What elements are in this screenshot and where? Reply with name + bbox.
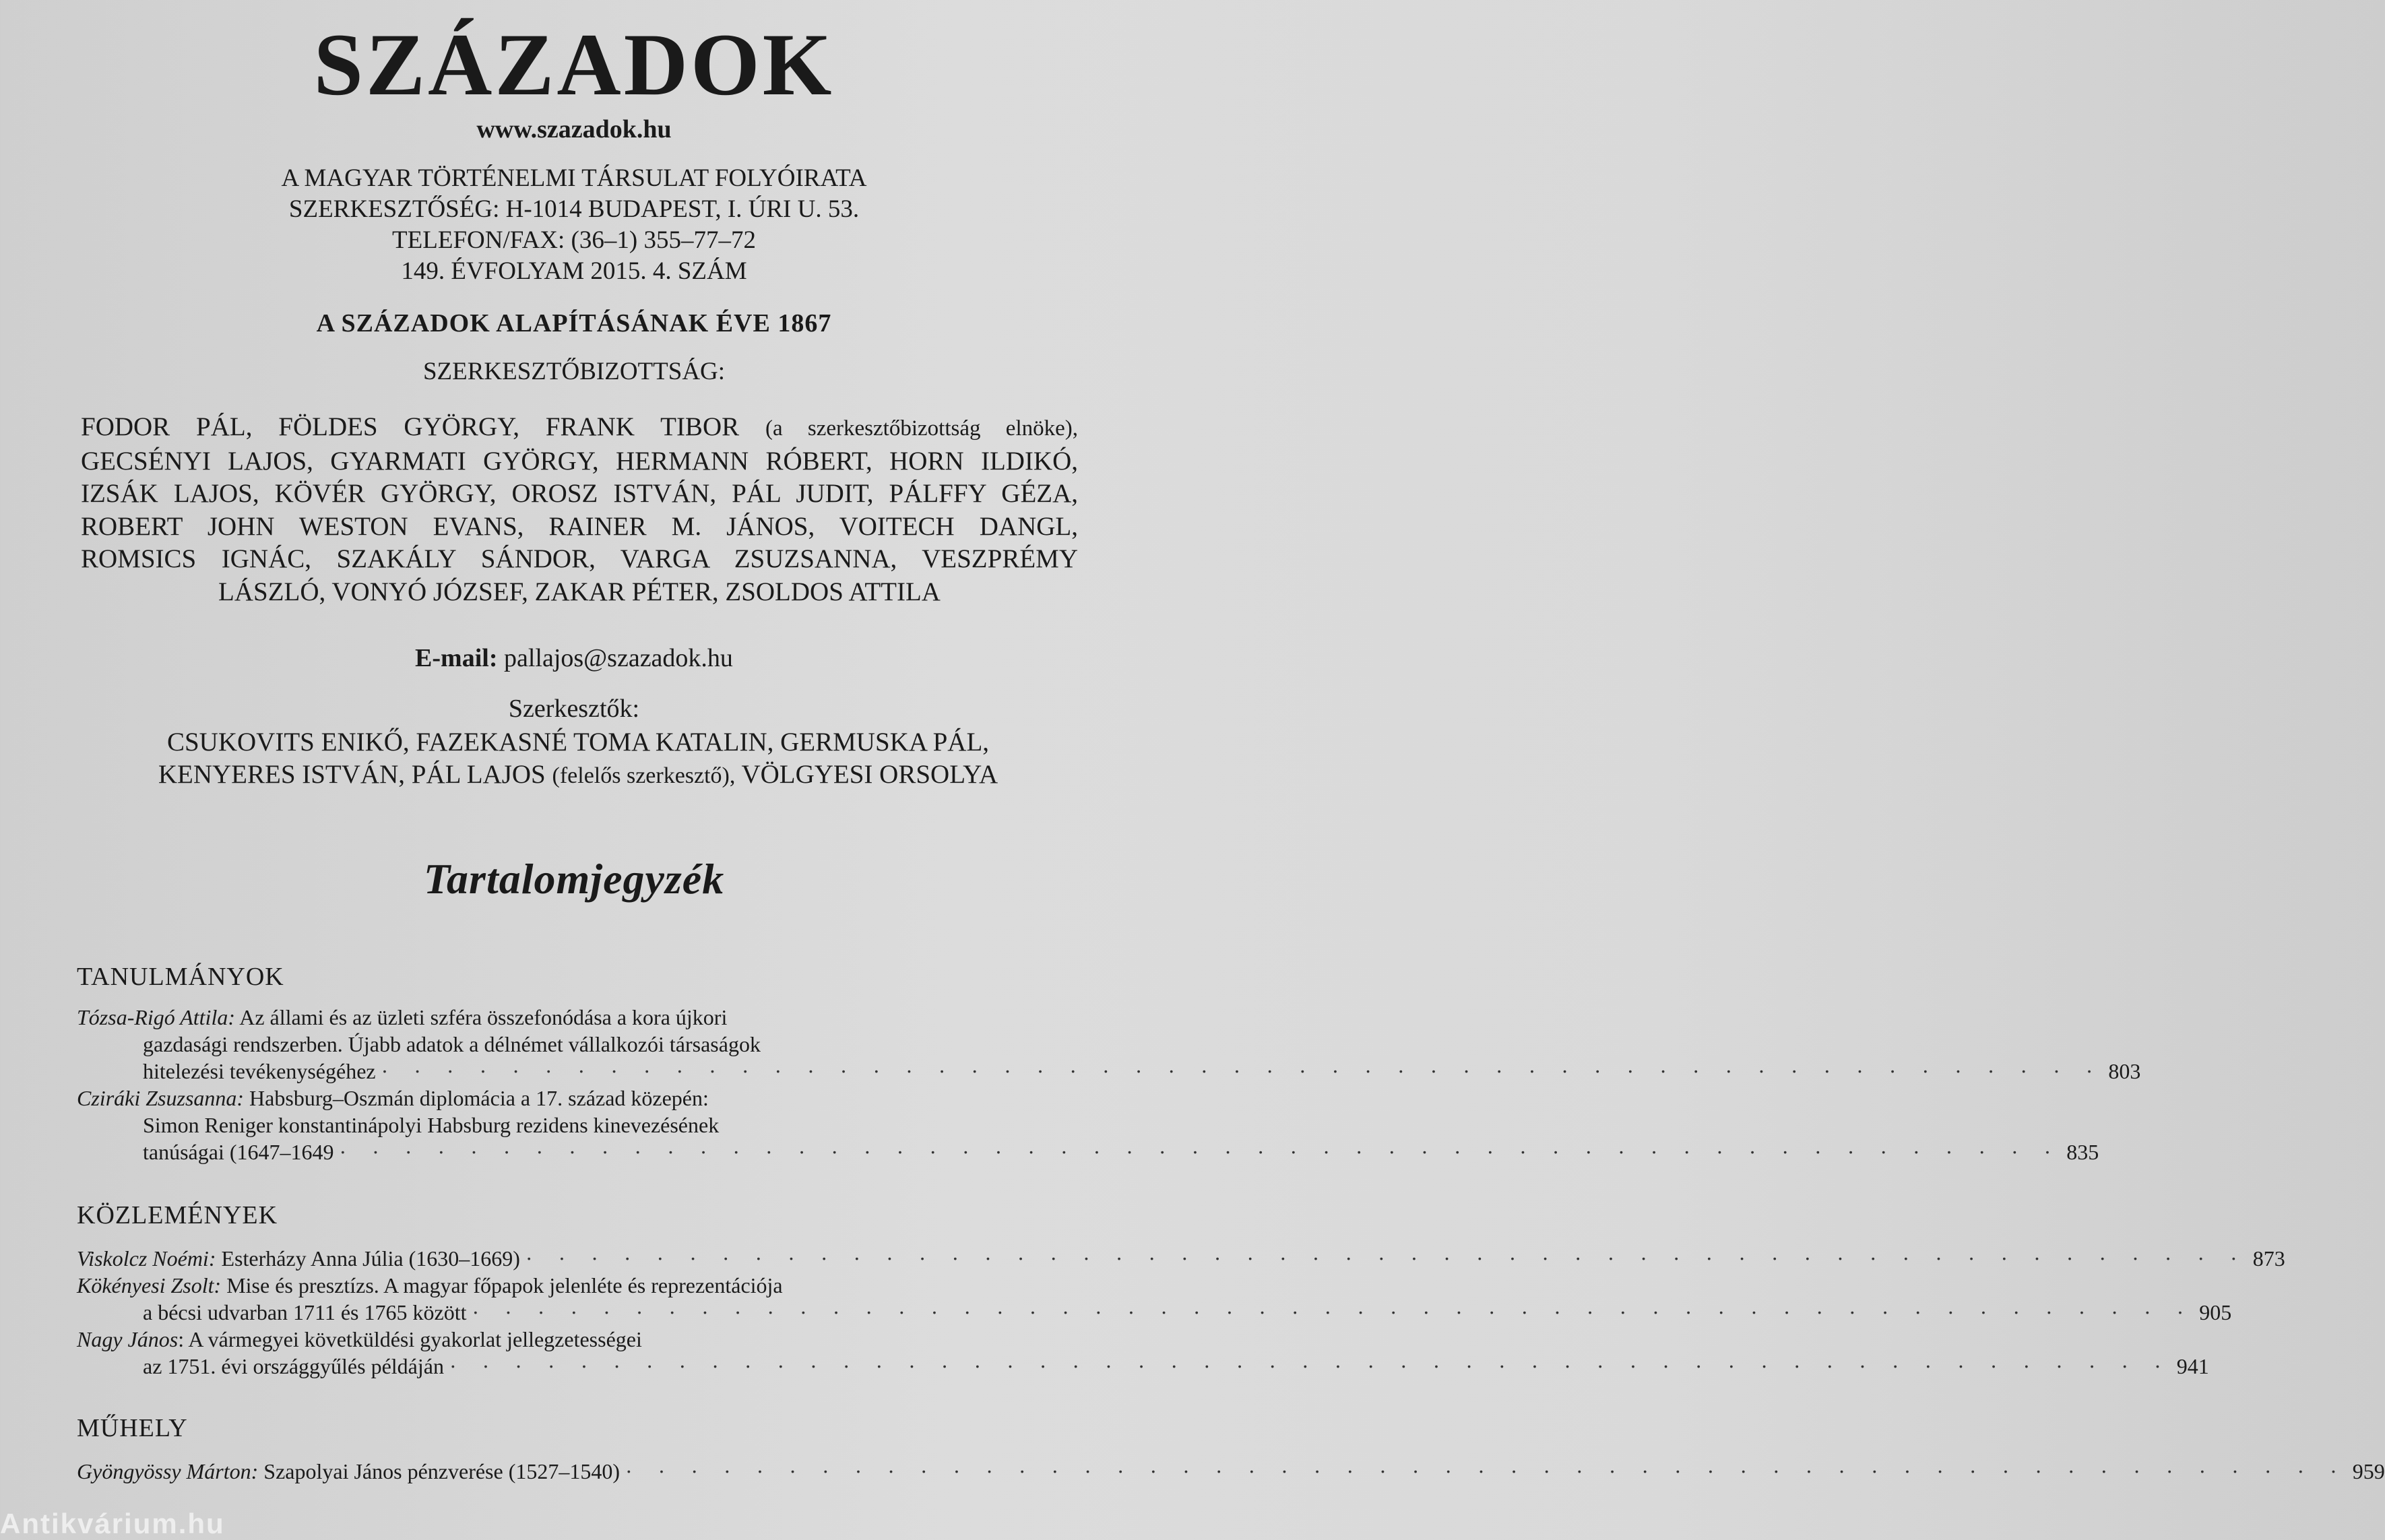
toc-entry[interactable]: Viskolcz Noémi: Esterházy Anna Júlia (1630–1669) · · · · · · · · · · · · · · · · · · · · · · · · · · · · · · · · · · · · · · · · · · · · · · · · · · · · · 873 — [77, 1246, 2285, 1271]
toc-entry[interactable]: Tózsa-Rigó Attila: Az állami és az üzleti szféra összefonódása a kora újkori gazdasági rendszerben. Újabb adatok a délnémet vállalkozói társaságok hitelezési tevékenységéhez · · · · · · · · · · · · · · · · · · · · · · · · · · · · · · · · · · · · · · · · · · · · · · · · · · · · · 803 — [77, 1005, 2141, 1083]
page-number: 941 — [2176, 1354, 2209, 1378]
entry-author: Gyöngyössy Márton: — [77, 1459, 259, 1483]
toc-entry[interactable]: Cziráki Zsuzsanna: Habsburg–Oszmán diplomácia a 17. század közepén: Simon Reniger konstantinápolyi Habsburg rezidens kinevezésének tanúságai (1647–1649 · · · · · · · · · · · · · · · · · · · · · · · · · · · · · · · · · · · · · · · · · · · · · · · · · · · · · 835 — [77, 1086, 2099, 1164]
board-line: ROBERT JOHN WESTON EVANS, RAINER M. JÁNOS, VOITECH DANGL, — [81, 511, 1078, 541]
toc-entry[interactable]: Gyöngyössy Márton: Szapolyai János pénzverése (1527–1540) · · · · · · · · · · · · · · · · · · · · · · · · · · · · · · · · · · · · · · · · · · · · · · · · · · · · · 959 — [77, 1459, 2385, 1483]
leader-dots: · · · · · · · · · · · · · · · · · · · · · · · · · · · · · · · · · · · · · · · · · · · · · · · · · · · · · — [525, 1246, 2248, 1271]
toc-section-heading: MŰHELY — [77, 1414, 188, 1442]
page-number: 959 — [2352, 1459, 2385, 1483]
board-line: ROMSICS IGNÁC, SZAKÁLY SÁNDOR, VARGA ZSUZSANNA, VESZPRÉMY — [81, 544, 1078, 573]
entry-author: Cziráki Zsuzsanna: — [77, 1086, 245, 1110]
entry-author: Kökényesi Zsolt: — [77, 1273, 222, 1297]
board-line: GECSÉNYI LAJOS, GYARMATI GYÖRGY, HERMANN RÓBERT, HORN ILDIKÓ, — [81, 446, 1078, 476]
board-line: LÁSZLÓ, VONYÓ JÓZSEF, ZAKAR PÉTER, ZSOLDOS ATTILA — [218, 577, 941, 606]
leader-dots: · · · · · · · · · · · · · · · · · · · · · · · · · · · · · · · · · · · · · · · · · · · · · · · · · · · · · — [472, 1300, 2194, 1324]
responsible-editor-note: (felelős szerkesztő), — [552, 763, 736, 788]
page-number: 803 — [2108, 1059, 2141, 1083]
page-number: 905 — [2199, 1300, 2232, 1324]
entry-author: Viskolcz Noémi: — [77, 1246, 216, 1271]
info-line-address: SZERKESZTŐSÉG: H-1014 BUDAPEST, I. ÚRI U. 53. — [288, 195, 860, 223]
info-line-society: A MAGYAR TÖRTÉNELMI TÁRSULAT FOLYÓIRATA — [281, 164, 867, 192]
page-number: 873 — [2252, 1246, 2285, 1271]
page-number: 835 — [2066, 1140, 2099, 1164]
editors-list — [86, 726, 1070, 792]
email-line — [0, 643, 1148, 673]
info-line-phone: TELEFON/FAX: (36–1) 355–77–72 — [392, 226, 756, 254]
toc-title: Tartalomjegyzék — [423, 855, 725, 903]
publisher-info — [0, 163, 1148, 287]
leader-dots: · · · · · · · · · · · · · · · · · · · · · · · · · · · · · · · · · · · · · · · · · · · · · · · · · · · · · — [339, 1140, 2062, 1164]
toc-section-heading: TANULMÁNYOK — [77, 963, 284, 991]
journal-url[interactable]: www.szazadok.hu — [476, 115, 672, 143]
entry-author: Tózsa-Rigó Attila: — [77, 1005, 235, 1029]
toc-entry[interactable]: Kökényesi Zsolt: Mise és presztízs. A magyar főpapok jelenléte és reprezentációja a bécsi udvarban 1711 és 1765 között · · · · · · · · · · · · · · · · · · · · · · · · · · · · · · · · · · · · · · · · · · · · · · · · · · · · · 905 — [77, 1273, 2232, 1324]
board-members — [81, 411, 1078, 608]
toc-section-heading: KÖZLEMÉNYEK — [77, 1201, 278, 1229]
leader-dots: · · · · · · · · · · · · · · · · · · · · · · · · · · · · · · · · · · · · · · · · · · · · · · · · · · · · · — [625, 1459, 2347, 1483]
leader-dots: · · · · · · · · · · · · · · · · · · · · · · · · · · · · · · · · · · · · · · · · · · · · · · · · · · · · · — [449, 1354, 2171, 1378]
founded-line: A SZÁZADOK ALAPÍTÁSÁNAK ÉVE 1867 — [316, 309, 832, 338]
email-label: E-mail: — [415, 644, 498, 672]
email-address[interactable]: pallajos@szazadok.hu — [503, 644, 733, 672]
toc-entry[interactable]: Nagy János: A vármegyei követküldési gyakorlat jellegzetességei az 1751. évi országgyűlés példáján · · · · · · · · · · · · · · · · · · · · · · · · · · · · · · · · · · · · · · · · · · · · · · · · · · · · · 941 — [77, 1327, 2209, 1378]
entry-author: Nagy János — [77, 1327, 179, 1351]
board-line: IZSÁK LAJOS, KÖVÉR GYÖRGY, OROSZ ISTVÁN, PÁL JUDIT, PÁLFFY GÉZA, — [81, 479, 1078, 508]
watermark: Antikvárium.hu — [0, 1508, 225, 1539]
editors-line: CSUKOVITS ENIKŐ, FAZEKASNÉ TOMA KATALIN, GERMUSKA PÁL, — [166, 728, 990, 757]
leader-dots: · · · · · · · · · · · · · · · · · · · · · · · · · · · · · · · · · · · · · · · · · · · · · · · · · · · · · — [381, 1059, 2103, 1083]
journal-title: SZÁZADOK — [313, 15, 835, 114]
board-chair-note: (a szerkesztőbizottság elnöke), — [765, 416, 1078, 441]
board-line: FODOR PÁL, FÖLDES GYÖRGY, FRANK TIBOR (a szerkesztőbizottság elnöke), — [81, 412, 1078, 441]
editors-line: KENYERES ISTVÁN, PÁL LAJOS (felelős szerkesztő), VÖLGYESI ORSOLYA — [158, 760, 998, 789]
editors-heading: Szerkesztők: — [508, 695, 640, 723]
board-heading: SZERKESZTŐBIZOTTSÁG: — [422, 358, 726, 385]
info-line-volume: 149. ÉVFOLYAM 2015. 4. SZÁM — [401, 257, 747, 285]
